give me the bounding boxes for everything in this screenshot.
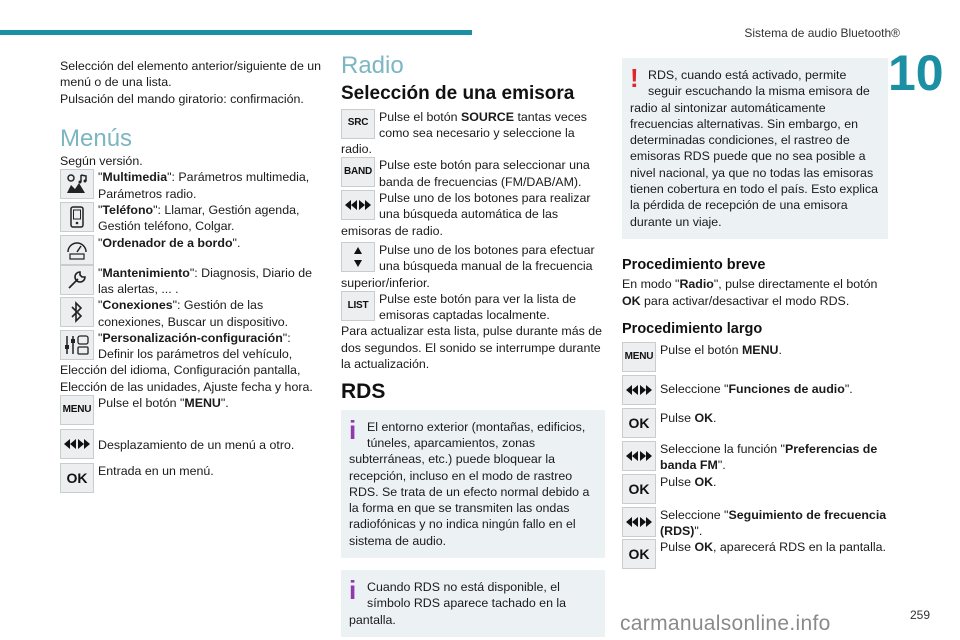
- menu-button[interactable]: MENU: [60, 395, 94, 425]
- warning-icon: !: [630, 63, 639, 93]
- band-button-row: BAND Pulse este botón para seleccionar una banda de frecuencias (FM/DAB/AM).: [341, 157, 605, 190]
- procedure-step: OK Pulse OK.: [622, 474, 888, 504]
- menu-button-row: MENU Pulse el botón "MENU".: [60, 395, 322, 425]
- trip-computer-icon: [60, 235, 94, 265]
- previous-next-icon[interactable]: [60, 429, 94, 459]
- ok-button[interactable]: OK: [60, 463, 94, 493]
- subheading-long-procedure: Procedimiento largo: [622, 320, 763, 337]
- seek-manual-row: Pulse uno de los botones para efectuar una búsqueda manual de la frecuencia superior/inferior.: [341, 242, 595, 290]
- chapter-number: 10: [888, 45, 944, 101]
- band-button[interactable]: BAND: [341, 157, 375, 187]
- phone-icon: [60, 202, 94, 232]
- ok-button[interactable]: OK: [622, 408, 656, 438]
- navigation-button-row: Desplazamiento de un menú a otro.: [60, 429, 322, 459]
- header-bar: [0, 30, 472, 35]
- list-button[interactable]: LIST: [341, 291, 375, 321]
- intro-text: Selección del elemento anterior/siguiente de un menú o de una lista.: [60, 59, 322, 90]
- seek-auto-row: Pulse uno de los botones para realizar una búsqueda automática de las emisoras de radio.: [341, 191, 591, 238]
- procedure-step: MENU Pulse el botón MENU.: [622, 342, 888, 372]
- menu-item-multimedia: "Multimedia": Parámetros multimedia, Parámetros radio.: [60, 169, 322, 202]
- info-box: i El entorno exterior (montañas, edificios, túneles, aparcamientos, zonas subterráneas, etc.) puede bloquear la recepción, incluso en el modo de rastreo RDS. Se trata de un efecto normal debido a la forma en que se transmiten las ondas radiofónicas y no indica ningún fallo en el sistema de audio.: [341, 410, 605, 558]
- up-down-arrows-icon[interactable]: [341, 242, 375, 272]
- column-2: [341, 52, 605, 640]
- info-icon: i: [349, 414, 357, 445]
- multimedia-icon: [60, 169, 94, 199]
- page-header-title: Sistema de audio Bluetooth®: [744, 26, 900, 40]
- procedure-step: Seleccione "Seguimiento de frecuencia (RDS)".: [622, 507, 888, 540]
- intro-text: Pulsación del mando giratorio: confirmación.: [60, 91, 304, 106]
- personalization-icon: [60, 330, 94, 360]
- ok-button-row: OK Entrada en un menú.: [60, 463, 322, 493]
- wrench-icon: [60, 265, 94, 295]
- menu-item-trip-computer: "Ordenador de a bordo".: [60, 235, 322, 265]
- procedure-step: Seleccione la función "Preferencias de banda FM".: [622, 441, 888, 474]
- previous-next-icon[interactable]: [341, 190, 375, 220]
- source-button[interactable]: SRC: [341, 109, 375, 139]
- update-note: Para actualizar esta lista, pulse durante más de dos segundos. El sonido se interrumpe durante la actualización.: [341, 324, 603, 372]
- previous-next-icon[interactable]: [622, 507, 656, 537]
- list-button-row: LIST Pulse este botón para ver la lista de emisoras captadas localmente.: [341, 291, 605, 324]
- menu-item-phone: "Teléfono": Llamar, Gestión agenda, Gestión teléfono, Colgar.: [60, 202, 322, 235]
- procedure-step: OK Pulse OK.: [622, 408, 888, 438]
- procedure-step: OK Pulse OK, aparecerá RDS en la pantalla.: [622, 539, 888, 569]
- watermark: carmanualsonline.info: [620, 612, 831, 635]
- section-heading-radio: Radio: [341, 52, 404, 79]
- ok-button[interactable]: OK: [622, 474, 656, 504]
- short-procedure-text: En modo "Radio", pulse directamente el botón OK para activar/desactivar el modo RDS.: [622, 277, 878, 308]
- column-1: [60, 58, 322, 493]
- subheading-short-procedure: Procedimiento breve: [622, 256, 766, 273]
- source-button-row: SRC Pulse el botón SOURCE tantas veces como sea necesario y seleccione la radio.: [341, 109, 588, 157]
- menu-item-connections: "Conexiones": Gestión de las conexiones, Buscar un dispositivo.: [60, 297, 322, 330]
- info-box: i Cuando RDS no está disponible, el símbolo RDS aparece tachado en la pantalla.: [341, 570, 605, 637]
- info-icon: i: [349, 575, 357, 606]
- subheading-station-selection: Selección de una emisora: [341, 83, 575, 105]
- page-number: 259: [909, 608, 930, 622]
- version-note: Según versión.: [60, 154, 143, 169]
- subheading-rds: RDS: [341, 380, 386, 404]
- warning-box: ! RDS, cuando está activado, permite seguir escuchando la misma emisora de radio al sintonizar automáticamente frecuencias alternativas. Sin embargo, en determinadas condiciones, el rastreo de emisoras RDS puede que no sea posible a nivel nacional, ya que no todas las emisoras tienen cobertura en todo el país. Esto explica la pérdida de recepción de una emisora durante un viaje.: [622, 58, 888, 239]
- previous-next-icon[interactable]: [622, 375, 656, 405]
- previous-next-icon[interactable]: [622, 441, 656, 471]
- section-heading-menus: Menús: [60, 124, 133, 152]
- bluetooth-icon: [60, 297, 94, 327]
- menu-button[interactable]: MENU: [622, 342, 656, 372]
- menu-item-personalization: "Personalización-configuración": Definir los parámetros del vehículo, Elección del idioma, Configuración pantalla, Elección de las unidades, Ajuste fecha y hora.: [60, 330, 313, 394]
- column-3: [622, 58, 888, 569]
- procedure-step: Seleccione "Funciones de audio".: [622, 375, 888, 405]
- ok-button[interactable]: OK: [622, 539, 656, 569]
- menu-item-maintenance: "Mantenimiento": Diagnosis, Diario de las alertas, ... .: [60, 265, 322, 298]
